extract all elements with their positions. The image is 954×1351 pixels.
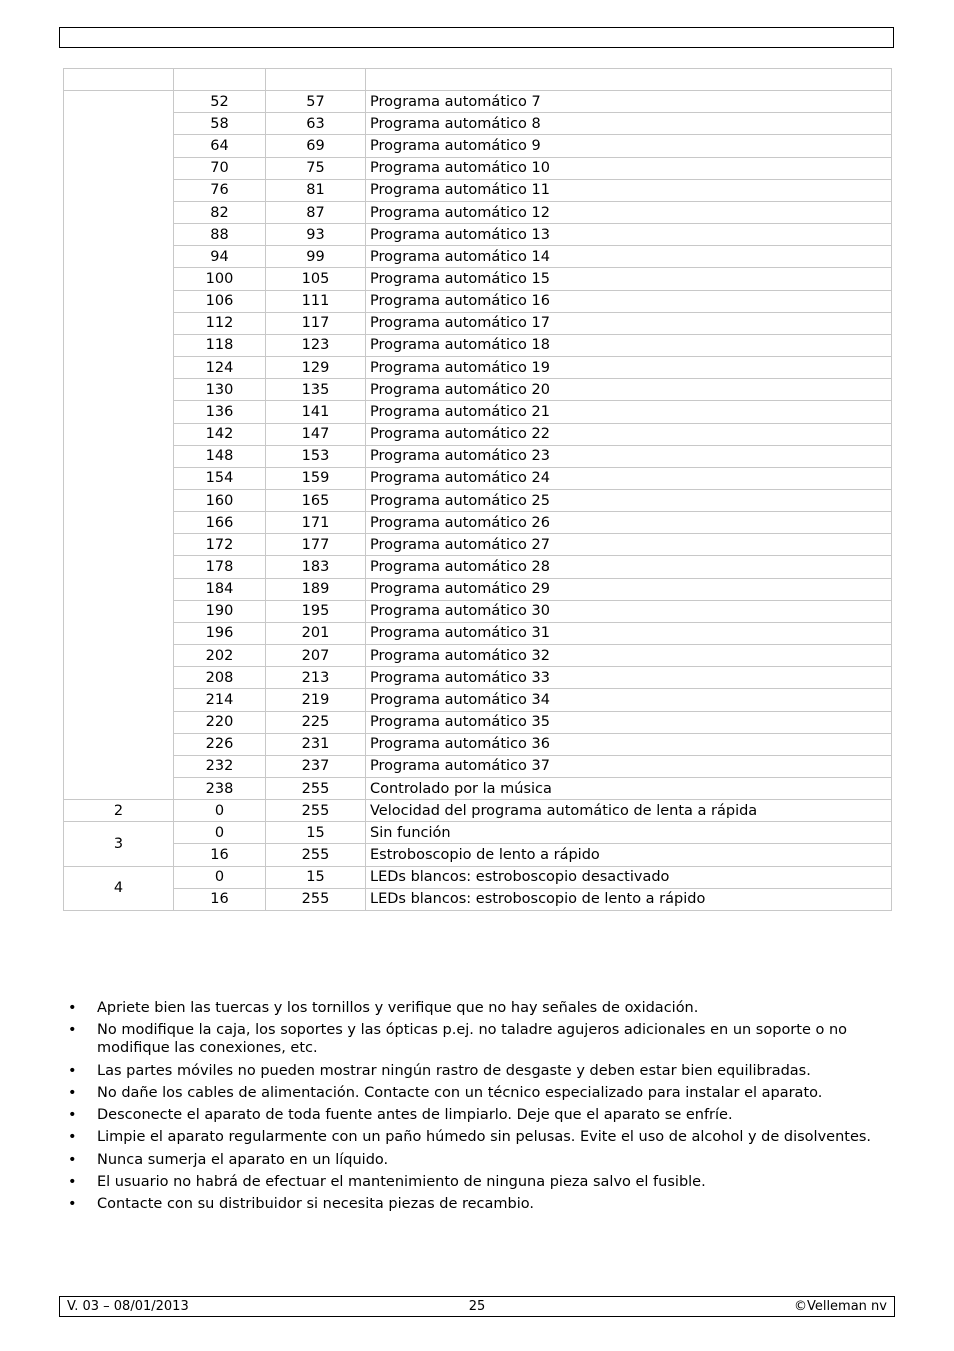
table-row — [64, 645, 892, 667]
cell-to: 15 — [266, 822, 366, 844]
table-row — [64, 888, 892, 910]
table-header-row — [64, 69, 892, 91]
table-row — [64, 91, 892, 113]
cell-from: 64 — [174, 135, 266, 157]
list-item-text: Desconecte el aparato de toda fuente antes de limpiarlo. Deje que el aparato se enfríe. — [97, 1107, 733, 1124]
channel-1-cell — [64, 91, 174, 800]
list-item — [64, 1151, 884, 1169]
cell-from: 214 — [174, 689, 266, 711]
cell-to: 207 — [266, 645, 366, 667]
cell-function: Programa automático 23 — [366, 445, 892, 467]
cell-from: 124 — [174, 357, 266, 379]
list-item-text: Las partes móviles no pueden mostrar ningún rastro de desgaste y deben estar bien equilibradas. — [97, 1062, 811, 1079]
table-row — [64, 357, 892, 379]
bullet-icon: • — [68, 1151, 77, 1168]
cell-from: 0 — [174, 866, 266, 888]
cell-to: 255 — [266, 844, 366, 866]
cell-function: LEDs blancos: estroboscopio desactivado — [366, 866, 892, 888]
cell-to: 141 — [266, 401, 366, 423]
table-row — [64, 401, 892, 423]
cell-to: 255 — [266, 800, 366, 822]
cell-from: 232 — [174, 755, 266, 777]
list-item — [64, 1106, 884, 1124]
cell-from: 82 — [174, 201, 266, 223]
cell-function: Sin función — [366, 822, 892, 844]
cell-to: 63 — [266, 113, 366, 135]
table-row — [64, 622, 892, 644]
table-row — [64, 312, 892, 334]
list-item — [64, 1173, 884, 1191]
cell-from: 16 — [174, 888, 266, 910]
cell-from: 160 — [174, 489, 266, 511]
cell-to: 171 — [266, 512, 366, 534]
list-item-text: Limpie el aparato regularmente con un paño húmedo sin pelusas. Evite el uso de alcohol y de disolventes. — [97, 1129, 872, 1146]
cell-function: Programa automático 15 — [366, 268, 892, 290]
list-item — [64, 1128, 884, 1146]
cell-from: 0 — [174, 822, 266, 844]
cell-from: 172 — [174, 534, 266, 556]
cell-function: Programa automático 35 — [366, 711, 892, 733]
cell-to: 189 — [266, 578, 366, 600]
cell-function: Programa automático 25 — [366, 489, 892, 511]
cell-function: Programa automático 37 — [366, 755, 892, 777]
cell-to: 75 — [266, 157, 366, 179]
cell-function: Programa automático 10 — [366, 157, 892, 179]
cell-to: 183 — [266, 556, 366, 578]
table-row — [64, 157, 892, 179]
cell-to: 195 — [266, 600, 366, 622]
table-row — [64, 822, 892, 844]
cell-function: Programa automático 32 — [366, 645, 892, 667]
list-item-text: Nunca sumerja el aparato en un líquido. — [97, 1151, 389, 1168]
bullet-icon: • — [68, 1062, 77, 1079]
cell-to: 69 — [266, 135, 366, 157]
cell-to: 87 — [266, 201, 366, 223]
cell-function: Programa automático 31 — [366, 622, 892, 644]
cell-to: 111 — [266, 290, 366, 312]
cell-from: 238 — [174, 778, 266, 800]
cell-function: Programa automático 26 — [366, 512, 892, 534]
cell-from: 184 — [174, 578, 266, 600]
table-row — [64, 534, 892, 556]
table-row — [64, 224, 892, 246]
cell-to: 129 — [266, 357, 366, 379]
bullet-icon: • — [68, 1129, 77, 1146]
cell-to: 165 — [266, 489, 366, 511]
table-row — [64, 600, 892, 622]
table-row — [64, 246, 892, 268]
cell-to: 123 — [266, 334, 366, 356]
cell-from: 70 — [174, 157, 266, 179]
cell-to: 255 — [266, 778, 366, 800]
cell-function: Programa automático 17 — [366, 312, 892, 334]
cell-function: Programa automático 21 — [366, 401, 892, 423]
cell-to: 15 — [266, 866, 366, 888]
cell-to: 117 — [266, 312, 366, 334]
cell-function: Programa automático 29 — [366, 578, 892, 600]
cell-from: 94 — [174, 246, 266, 268]
list-item-text: No dañe los cables de alimentación. Contacte con un técnico especializado para instalar el aparato. — [97, 1084, 823, 1101]
cell-to: 81 — [266, 179, 366, 201]
bullet-icon: • — [68, 1084, 77, 1101]
table-row — [64, 290, 892, 312]
bullet-icon: • — [68, 1000, 77, 1016]
cell-to: 99 — [266, 246, 366, 268]
table-row — [64, 667, 892, 689]
table-row — [64, 334, 892, 356]
cell-to: 105 — [266, 268, 366, 290]
table-row — [64, 201, 892, 223]
cell-function: Programa automático 27 — [366, 534, 892, 556]
cell-to: 93 — [266, 224, 366, 246]
cell-function: LEDs blancos: estroboscopio de lento a rápido — [366, 888, 892, 910]
list-item-text: El usuario no habrá de efectuar el mantenimiento de ninguna pieza salvo el fusible. — [97, 1174, 706, 1191]
cell-from: 100 — [174, 268, 266, 290]
cell-from: 178 — [174, 556, 266, 578]
bullet-icon: • — [68, 1174, 77, 1191]
cell-to: 177 — [266, 534, 366, 556]
maintenance-list — [64, 999, 884, 1218]
cell-function: Programa automático 36 — [366, 733, 892, 755]
table-row — [64, 556, 892, 578]
list-item-text: Apriete bien las tuercas y los tornillos y verifique que no hay señales de oxidación. — [97, 1000, 699, 1016]
cell-from: 220 — [174, 711, 266, 733]
cell-from: 142 — [174, 423, 266, 445]
cell-function: Velocidad del programa automático de lenta a rápida — [366, 800, 892, 822]
cell-to: 255 — [266, 888, 366, 910]
cell-channel: 2 — [64, 800, 174, 822]
cell-function: Programa automático 14 — [366, 246, 892, 268]
footer-version: V. 03 – 08/01/2013 — [67, 1299, 189, 1314]
cell-to: 201 — [266, 622, 366, 644]
cell-function: Programa automático 30 — [366, 600, 892, 622]
cell-function: Estroboscopio de lento a rápido — [366, 844, 892, 866]
cell-from: 58 — [174, 113, 266, 135]
cell-function: Programa automático 12 — [366, 201, 892, 223]
cell-from: 76 — [174, 179, 266, 201]
header-cell-function — [366, 69, 892, 91]
table-row — [64, 512, 892, 534]
cell-from: 154 — [174, 467, 266, 489]
list-item — [64, 1021, 884, 1057]
table-row — [64, 800, 892, 822]
cell-from: 136 — [174, 401, 266, 423]
cell-to: 225 — [266, 711, 366, 733]
bullet-icon: • — [68, 1107, 77, 1124]
cell-function: Programa automático 7 — [366, 91, 892, 113]
list-item — [64, 1195, 884, 1213]
header-cell-from — [174, 69, 266, 91]
cell-function: Programa automático 19 — [366, 357, 892, 379]
table-row — [64, 135, 892, 157]
bullet-icon: • — [68, 1196, 77, 1213]
cell-function: Programa automático 24 — [366, 467, 892, 489]
cell-function: Programa automático 34 — [366, 689, 892, 711]
cell-to: 231 — [266, 733, 366, 755]
cell-to: 135 — [266, 379, 366, 401]
table-row — [64, 179, 892, 201]
cell-function: Programa automático 11 — [366, 179, 892, 201]
header-cell-channel — [64, 69, 174, 91]
cell-from: 226 — [174, 733, 266, 755]
table-row — [64, 445, 892, 467]
table-row — [64, 578, 892, 600]
cell-function: Programa automático 18 — [366, 334, 892, 356]
cell-from: 118 — [174, 334, 266, 356]
cell-from: 52 — [174, 91, 266, 113]
table-row — [64, 423, 892, 445]
page-header-box — [59, 27, 894, 48]
cell-function: Programa automático 16 — [366, 290, 892, 312]
table-row — [64, 711, 892, 733]
cell-from: 0 — [174, 800, 266, 822]
cell-to: 219 — [266, 689, 366, 711]
cell-function: Programa automático 13 — [366, 224, 892, 246]
header-cell-to — [266, 69, 366, 91]
cell-function: Programa automático 22 — [366, 423, 892, 445]
table-row — [64, 733, 892, 755]
cell-function: Programa automático 20 — [366, 379, 892, 401]
footer-page-number: 25 — [468, 1299, 486, 1314]
cell-from: 130 — [174, 379, 266, 401]
cell-function: Programa automático 8 — [366, 113, 892, 135]
cell-function: Programa automático 28 — [366, 556, 892, 578]
table-row — [64, 489, 892, 511]
cell-function: Controlado por la música — [366, 778, 892, 800]
table-row — [64, 379, 892, 401]
cell-from: 16 — [174, 844, 266, 866]
list-item — [64, 1062, 884, 1080]
cell-to: 153 — [266, 445, 366, 467]
list-item — [64, 1084, 884, 1102]
table-row — [64, 268, 892, 290]
cell-to: 147 — [266, 423, 366, 445]
table-row — [64, 778, 892, 800]
cell-from: 202 — [174, 645, 266, 667]
cell-channel: 3 — [64, 822, 174, 866]
table-row — [64, 689, 892, 711]
cell-from: 112 — [174, 312, 266, 334]
cell-function: Programa automático 33 — [366, 667, 892, 689]
cell-from: 196 — [174, 622, 266, 644]
table-row — [64, 467, 892, 489]
cell-channel: 4 — [64, 866, 174, 910]
footer-copyright: ©Velleman nv — [793, 1299, 887, 1314]
cell-from: 148 — [174, 445, 266, 467]
list-item-text: Contacte con su distribuidor si necesita piezas de recambio. — [97, 1196, 534, 1213]
cell-to: 213 — [266, 667, 366, 689]
cell-function: Programa automático 9 — [366, 135, 892, 157]
list-item — [64, 999, 884, 1017]
cell-from: 208 — [174, 667, 266, 689]
cell-from: 88 — [174, 224, 266, 246]
cell-to: 237 — [266, 755, 366, 777]
table-row — [64, 113, 892, 135]
list-item-text: No modifique la caja, los soportes y las ópticas p.ej. no taladre agujeros adicionales en un soporte o no modifique las conexiones, etc. — [97, 1022, 848, 1057]
cell-to: 159 — [266, 467, 366, 489]
cell-from: 166 — [174, 512, 266, 534]
dmx-channel-table — [63, 68, 892, 911]
table-row — [64, 844, 892, 866]
cell-to: 57 — [266, 91, 366, 113]
page-footer — [59, 1296, 895, 1317]
cell-from: 106 — [174, 290, 266, 312]
table-row — [64, 755, 892, 777]
table-row — [64, 866, 892, 888]
cell-from: 190 — [174, 600, 266, 622]
bullet-icon: • — [68, 1022, 77, 1039]
